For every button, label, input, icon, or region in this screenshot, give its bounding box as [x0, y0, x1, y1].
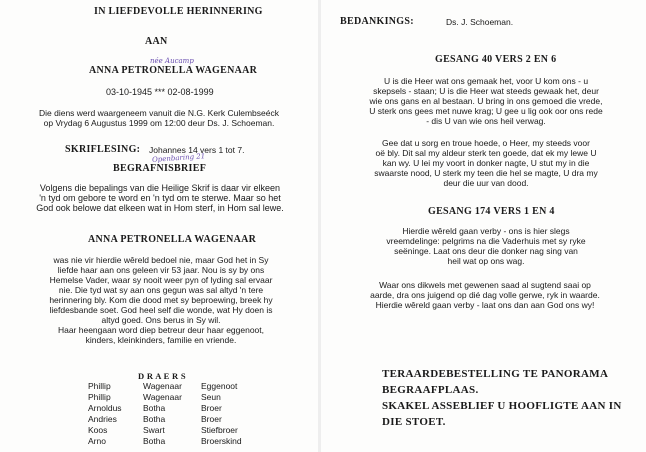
- hymn-line: aarde, dra ons juigend op dié dag volle gerwe, ryk in waarde.: [370, 290, 600, 300]
- bio-line: was nie vir hierdie wêreld bedoel nie, maar God het in Sy: [53, 255, 269, 265]
- hymn-line: Hierdie wêreld gaan verby - laat ons dan aan God ons wy!: [375, 300, 595, 310]
- hymn-line: Hierdie wêreld gaan verby - ons is hier slegs: [402, 226, 570, 236]
- aan-label: AAN: [145, 36, 168, 47]
- hymn-1-verse-6: [330, 138, 642, 188]
- bearer-last-name: Swart: [143, 425, 165, 435]
- bearer-relation: Stiefbroer: [201, 425, 238, 435]
- burial-line-4: DIE STOET.: [382, 416, 446, 428]
- thanks-text: Ds. J. Schoeman.: [446, 17, 514, 27]
- letter-line: Volgens die bepalings van die Heilige Skrif is daar vir elkeen: [39, 183, 281, 193]
- hymn-1-title: GESANG 40 VERS 2 EN 6: [435, 54, 557, 65]
- bio-line: herinnering bly. Kom die dood met sy beproewing, breek hy: [49, 295, 273, 305]
- hymn-line: skepsels - staan; U is die Heer wat steeds gewaak het, deur: [373, 86, 599, 96]
- hymn-line: kan wy. U lei my voort in donker nagte, U stut my in die: [382, 158, 590, 168]
- hymn-1-verse-2: [330, 76, 642, 126]
- bio-line: liefdesbande soet. God heel self die wonde, wat Hy doen is: [49, 305, 273, 315]
- bio-line: Haar heengaan word diep betreur deur haar eggenoot,: [57, 325, 265, 335]
- hymn-line: oë bly. Dit sal my aldeur sterk ten goede, dat ek my lewe U: [375, 148, 597, 158]
- service-details: [20, 108, 298, 128]
- bio-line: liefde haar aan ons geleen vir 53 jaar. Nou is sy by ons: [57, 265, 265, 275]
- hymn-line: U is die Heer wat ons gemaak het, voor U kom ons - u: [383, 76, 589, 86]
- bearer-first-name: Arno: [88, 436, 106, 446]
- burial-line-3: SKAKEL ASSEBLIEF U HOOFLIGTE AAN IN: [382, 400, 622, 412]
- bearer-first-name: Phillip: [88, 381, 111, 391]
- hymn-line: seëninge. Laat ons deur die donker nag sing van: [394, 246, 578, 256]
- hymn-line: deur die uur van dood.: [443, 178, 529, 188]
- burial-line-1: TERAARDEBESTELLING TE PANORAMA: [382, 368, 609, 380]
- bearer-last-name: Wagenaar: [143, 392, 182, 402]
- hymn-line: swaarste nood, U sterk my teen die hel se magte, U dra my: [374, 168, 598, 178]
- bearer-last-name: Botha: [143, 414, 166, 424]
- hymn-line: wie ons gans en al bestaan. U bring in ons gemoed die vrede,: [369, 96, 603, 106]
- bio-paragraph: [18, 255, 304, 345]
- hymn-line: - dis U van wie ons heil verwag.: [426, 116, 546, 126]
- handwritten-reading-note: Openbaring 21: [151, 152, 206, 164]
- bearer-last-name: Botha: [143, 436, 166, 446]
- bearer-last-name: Botha: [143, 403, 166, 413]
- bearer-first-name: Arnoldus: [88, 403, 122, 413]
- burial-line-2: BEGRAAFPLAAS.: [382, 384, 479, 396]
- life-dates: 03-10-1945 *** 02-08-1999: [106, 87, 214, 97]
- hymn-line: heil wat op ons wag.: [447, 256, 525, 266]
- thanks-label: BEDANKINGS:: [340, 16, 414, 27]
- letter-line: God ook belowe dat elkeen wat in Hom sterf, in Hom sal lewe.: [36, 203, 284, 213]
- bio-line: kinders, kleinkinders, familie en vriende.: [85, 335, 237, 345]
- hymn-line: U sterk ons gees met nuwe krag; U gee u lig ook oor ons rede: [369, 106, 603, 116]
- funeral-letter-title: BEGRAFNISBRIEF: [113, 163, 207, 174]
- bearer-last-name: Wagenaar: [143, 381, 182, 391]
- service-line: Die diens werd waargeneem vanuit die N.G. Kerk Culembseéck: [38, 108, 279, 118]
- bearer-first-name: Koos: [88, 425, 108, 435]
- bio-line: Hemelse Vader, waar sy nooit weer pyn of lyding sal ervaar: [49, 275, 273, 285]
- reading-label: SKRIFLESING:: [65, 144, 141, 155]
- bearers-title: D R A E R S: [138, 371, 186, 381]
- hymn-2-title: GESANG 174 VERS 1 EN 4: [428, 206, 555, 217]
- hymn-2-verse-1: [330, 226, 642, 266]
- reading-text: Johannes 14 vers 1 tot 7.: [149, 145, 245, 155]
- deceased-name-repeat: ANNA PETRONELLA WAGENAAR: [88, 234, 257, 245]
- page-fold: [318, 0, 321, 452]
- bio-line: nie. Die tyd wat sy aan ons gegun was sal altyd 'n tere: [58, 285, 264, 295]
- deceased-name: ANNA PETRONELLA WAGENAAR: [89, 65, 258, 76]
- bio-line: altyd goed. Ons berus in Sy wil.: [101, 315, 221, 325]
- bearer-relation: Broer: [201, 414, 222, 424]
- letter-line: 'n tyd om gebore te word en 'n tyd om te sterwe. Maar so het: [39, 193, 281, 203]
- memorial-heading: IN LIEFDEVOLLE HERINNERING: [94, 6, 263, 17]
- handwritten-maiden-name: née Aucamp: [150, 57, 194, 65]
- letter-paragraph: [16, 183, 304, 213]
- hymn-line: Gee dat u sorg en troue hoede, o Heer, my steeds voor: [382, 138, 590, 148]
- bearer-relation: Eggenoot: [201, 381, 238, 391]
- service-line: op Vrydag 6 Augustus 1999 om 12:00 deur Ds. J. Schoeman.: [43, 118, 275, 128]
- hymn-2-verse-4: [326, 280, 644, 310]
- hymn-line: Waar ons dikwels met gewenen saad al sugtend saai op: [379, 280, 591, 290]
- bearer-relation: Seun: [201, 392, 221, 402]
- bearer-relation: Broer: [201, 403, 222, 413]
- bearer-relation: Broerskind: [201, 436, 242, 446]
- hymn-line: vreemdelinge: pelgrims na die Vaderhuis met sy ryke: [386, 236, 586, 246]
- bearer-first-name: Phillip: [88, 392, 111, 402]
- bearer-first-name: Andries: [88, 414, 117, 424]
